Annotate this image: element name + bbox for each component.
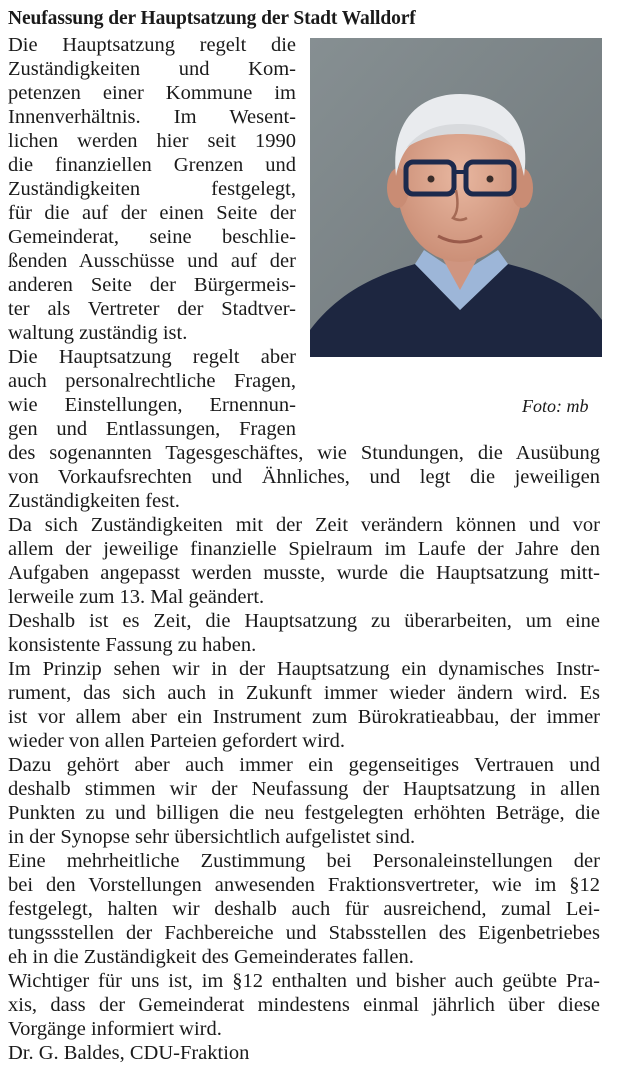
body-line: für die auf der einen Seite der bbox=[8, 202, 296, 224]
body-line: anderen Seite der Bürgermeis- bbox=[8, 274, 296, 296]
body-line: wieder von allen Parteien gefordert wird. bbox=[8, 730, 345, 752]
body-line: Punkten zu und billigen die neu festgelegten erhöhten Beträge, die bbox=[8, 802, 600, 824]
body-line: Wichtiger für uns ist, im §12 enthalten und bisher auch geübte Pra- bbox=[8, 970, 600, 992]
body-line: Vorgänge informiert wird. bbox=[8, 1018, 222, 1040]
body-line: bei den Vorstellungen anwesenden Fraktionsvertreter, wie im §12 bbox=[8, 874, 600, 896]
body-line: Eine mehrheitliche Zustimmung bei Personaleinstellungen der bbox=[8, 850, 600, 872]
body-line: petenzen einer Kommune im bbox=[8, 82, 296, 104]
body-line: Zuständigkeiten und Kom- bbox=[8, 58, 296, 80]
body-line: konsistente Fassung zu haben. bbox=[8, 634, 257, 656]
body-line: des sogenannten Tagesgeschäftes, wie Stundungen, die Ausübung bbox=[8, 442, 600, 464]
body-line: Dr. G. Baldes, CDU-Fraktion bbox=[8, 1042, 250, 1064]
body-line: auch personalrechtliche Fragen, bbox=[8, 370, 296, 392]
body-line: Zuständigkeiten fest. bbox=[8, 490, 180, 512]
body-line: Dazu gehört aber auch immer ein gegenseitiges Vertrauen und bbox=[8, 754, 600, 776]
body-line: allem der jeweilige finanzielle Spielraum im Laufe der Jahre den bbox=[8, 538, 600, 560]
article-body bbox=[8, 33, 600, 1065]
body-line: Im Prinzip sehen wir in der Hauptsatzung ein dynamisches Instr- bbox=[8, 658, 600, 680]
body-line: tungssstellen der Fachbereiche und Stabsstellen des Eigenbetriebes bbox=[8, 922, 600, 944]
body-line: Zuständigkeiten festgelegt, bbox=[8, 178, 296, 200]
body-line: waltung zuständig ist. bbox=[8, 322, 188, 344]
body-line: die finanziellen Grenzen und bbox=[8, 154, 296, 176]
photo-caption: Foto: mb bbox=[522, 396, 589, 416]
body-line: deshalb stimmen wir der Neufassung der Hauptsatzung in allen bbox=[8, 778, 600, 800]
body-line: Da sich Zuständigkeiten mit der Zeit verändern können und vor bbox=[8, 514, 600, 536]
body-line: eh in die Zuständigkeit des Gemeinderates fallen. bbox=[8, 946, 414, 968]
body-line: Deshalb ist es Zeit, die Hauptsatzung zu überarbeiten, um eine bbox=[8, 610, 600, 632]
body-line: festgelegt, halten wir deshalb auch für ausreichend, zumal Lei- bbox=[8, 898, 600, 920]
body-line: xis, dass der Gemeinderat mindestens einmal jährlich über diese bbox=[8, 994, 600, 1016]
article-title: Neufassung der Hauptsatzung der Stadt Walldorf bbox=[8, 8, 416, 29]
body-line: ist vor allem aber ein Instrument zum Bürokratieabbau, der immer bbox=[8, 706, 600, 728]
body-line: gen und Entlassungen, Fragen bbox=[8, 418, 296, 440]
body-line: Innenverhältnis. Im Wesent- bbox=[8, 106, 296, 128]
body-line: Aufgaben angepasst werden musste, wurde die Hauptsatzung mitt- bbox=[8, 562, 600, 584]
body-line: rument, das sich auch in Zukunft immer wieder ändern wird. Es bbox=[8, 682, 600, 704]
body-line: wie Einstellungen, Ernennun- bbox=[8, 394, 296, 416]
body-line: Die Hauptsatzung regelt aber bbox=[8, 346, 296, 368]
body-line: ter als Vertreter der Stadtver- bbox=[8, 298, 296, 320]
body-line: ßenden Ausschüsse und auf der bbox=[8, 250, 296, 272]
body-line: lichen werden hier seit 1990 bbox=[8, 130, 296, 152]
body-line: in der Synopse sehr übersichtlich aufgelistet sind. bbox=[8, 826, 416, 848]
body-line: lerweile zum 13. Mal geändert. bbox=[8, 586, 265, 608]
body-line: Gemeinderat, seine beschlie- bbox=[8, 226, 296, 248]
body-line: Die Hauptsatzung regelt die bbox=[8, 34, 296, 56]
body-line: von Vorkaufsrechten und Ähnliches, und legt die jeweiligen bbox=[8, 466, 600, 488]
